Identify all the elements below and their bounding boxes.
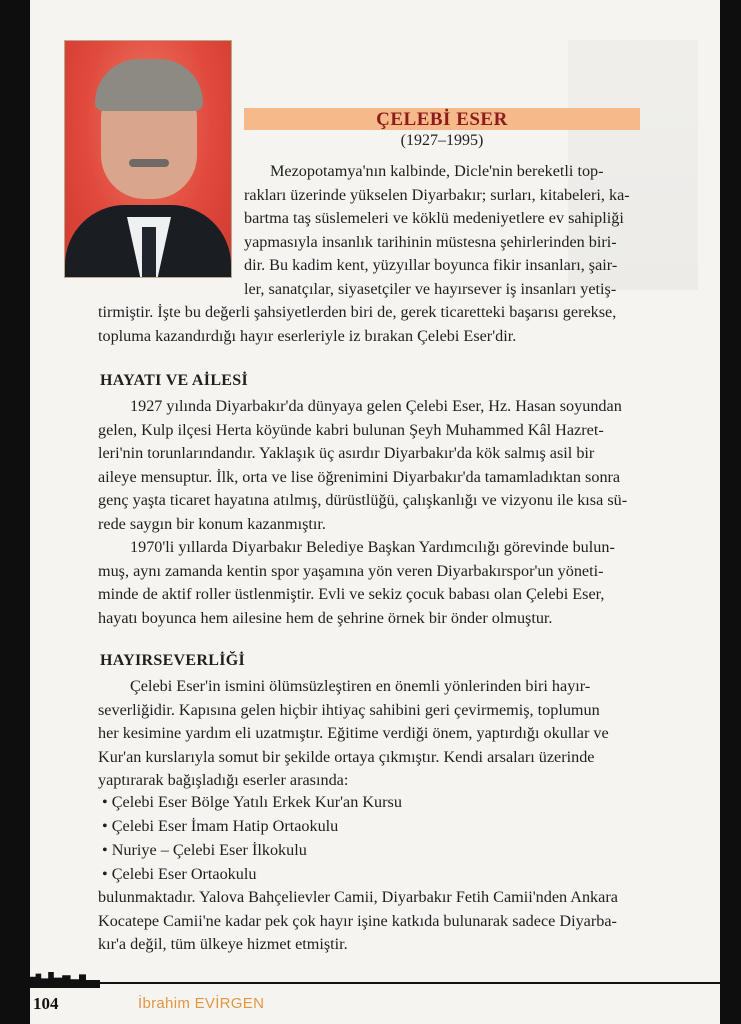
list-item: • Nuriye – Çelebi Eser İlkokulu <box>102 841 307 859</box>
list-item: • Çelebi Eser Bölge Yatılı Erkek Kur'an Kursu <box>102 793 402 811</box>
footer-author: İbrahim EVİRGEN <box>138 995 265 1012</box>
section-hayati-paragraph-1: 1927 yılında Diyarbakır'da dünyaya gelen Çelebi Eser, Hz. Hasan soyundan gelen, Kulp ilçesi Herta köyünde kabri bulunan Şeyh Muhammed Kâl Hazret- leri'nin torunlarındandır. Yaklaşık üç asırdır Diyarbakır'da kök salmış asil bir aileye mensuptur. İlk, orta ve lise öğrenimini Diyarbakır'da tamamladıktan sonra genç yaşta ticaret hayatına atılmış, dürüstlüğü, çalışkanlığı ve vizyonu ile kısa sü- rede saygın bir konum kazanmıştır. <box>98 397 628 533</box>
section-hayati-paragraph-2: 1970'li yıllarda Diyarbakır Belediye Başkan Yardımcılığı görevinde bulun- muş, aynı zamanda kentin spor yaşamına yön veren Diyarbakırspor'un yöneti- minde de aktif roller üstlenmiştir. Evli ve sekiz çocuk babası olan Çelebi Eser, hayatı boyunca hem ailesine hem de şehrine örnek bir önder olmuştur. <box>98 538 615 627</box>
life-years: (1927–1995) <box>400 132 484 149</box>
page-number: 104 <box>33 994 59 1013</box>
intro-paragraph-cont: tirmiştir. İşte bu değerli şahsiyetlerden biri de, gerek ticaretteki başarısı gerekse, topluma kazandırdığı hayır eserleriyle iz bırakan Çelebi Eser'dir. <box>98 303 617 345</box>
section-heading-hayirseverligi: HAYIRSEVERLİĞİ <box>100 652 245 669</box>
section-heading-hayati: HAYATI VE AİLESİ <box>100 372 248 389</box>
section-hayirseverligi-closing: bulunmaktadır. Yalova Bahçelievler Camii, Diyarbakır Fetih Camii'nden Ankara Kocatepe Camii'ne kadar pek çok hayır işine katkıda bulunarak sadece Diyarba- kır'a değil, tüm ülkeye hizmet etmiştir. <box>98 888 618 953</box>
person-name: ÇELEBİ ESER <box>376 109 508 130</box>
footer-rule <box>30 982 720 984</box>
list-item: • Çelebi Eser İmam Hatip Ortaokulu <box>102 817 339 835</box>
list-item: • Çelebi Eser Ortaokulu <box>102 865 257 883</box>
section-hayirseverligi-paragraph: Çelebi Eser'in ismini ölümsüzleştiren en önemli yönlerinden biri hayır- severliğidir. Kapısına gelen hiçbir ihtiyaç sahibini geri çevirmemiş, toplumun her kesimine yardım eli uzatmıştır. Eğitime verdiği önem, yaptırdığı okullar ve Kur'an kurslarıyla somut bir şekilde ortaya çıkmıştır. Kendi arsaları üzerinde yaptırarak bağışladığı eserler arasında: <box>98 677 609 789</box>
intro-paragraph: Mezopotamya'nın kalbinde, Dicle'nin bereketli top- rakları üzerinde yükselen Diyarbakır; surları, kitabeleri, ka- bartma taş süslemeleri ve köklü medeniyetlere ev sahipliği yapmasıyla insanlık tarihinin müstesna şehirlerinden biri- dir. Bu kadim kent, yüzyıllar boyunca fikir insanları, şair- ler, sanatçılar, siyasetçiler ve hayırsever iş insanları yetiş- <box>244 162 630 298</box>
portrait-photo <box>64 40 232 278</box>
